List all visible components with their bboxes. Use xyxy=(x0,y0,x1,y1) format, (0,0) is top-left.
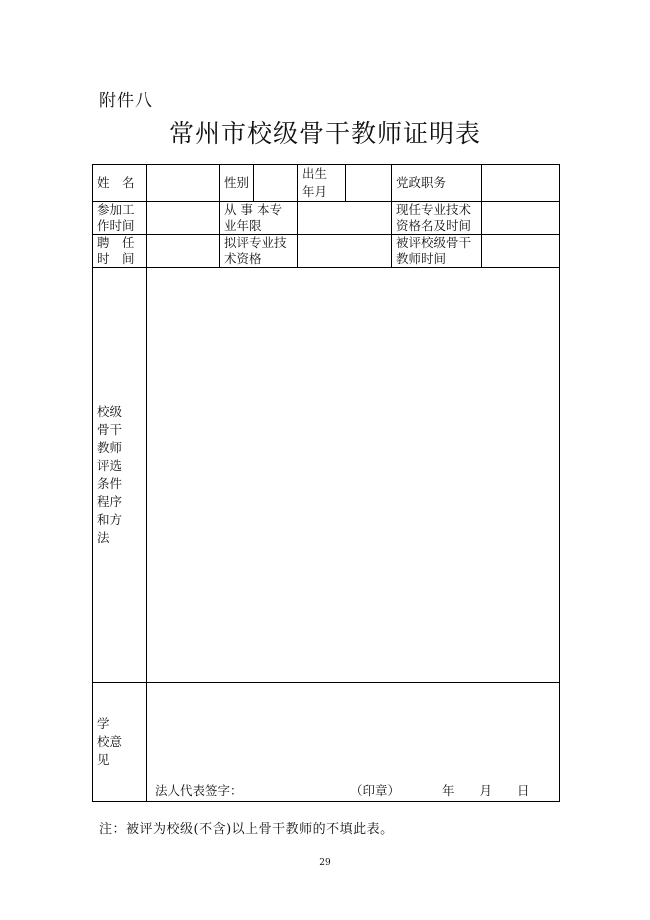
certificate-form-table xyxy=(92,164,560,802)
position-field[interactable] xyxy=(482,165,560,202)
gender-label: 性别 xyxy=(220,165,254,202)
birth-field[interactable] xyxy=(346,165,392,202)
work-start-field[interactable] xyxy=(147,202,220,235)
years-label: 从 事 本专业年限 xyxy=(220,202,298,235)
hire-time-label: 聘 任时 间 xyxy=(93,235,147,268)
footnote: 注：被评为校级(不含)以上骨干教师的不填此表。 xyxy=(99,822,394,837)
current-title-label: 现任专业技术资格名及时间 xyxy=(392,202,482,235)
proposed-title-label: 拟评专业技术资格 xyxy=(220,235,298,268)
work-start-label: 参加工作时间 xyxy=(93,202,147,235)
birth-label: 出生年月 xyxy=(302,166,328,199)
eval-time-field[interactable] xyxy=(482,235,560,268)
date-label: 年 月 日 xyxy=(442,783,530,798)
school-opinion-field[interactable] xyxy=(147,683,560,802)
form-title: 常州市校级骨干教师证明表 xyxy=(168,119,481,148)
page-number: 29 xyxy=(319,858,331,868)
eval-time-label: 被评校级骨干教师时间 xyxy=(392,235,482,268)
seal-label: （印章） xyxy=(350,783,401,798)
position-label: 党政职务 xyxy=(392,165,482,202)
attachment-label: 附件八 xyxy=(99,91,153,111)
criteria-label: 校级骨干教师评选条件程序和方法 xyxy=(97,404,123,545)
school-opinion-label: 学 校意 见 xyxy=(97,716,135,767)
proposed-title-field[interactable] xyxy=(298,235,392,268)
criteria-field[interactable] xyxy=(147,268,560,683)
signature-line xyxy=(155,783,549,799)
years-field[interactable] xyxy=(298,202,392,235)
current-title-field[interactable] xyxy=(482,202,560,235)
legal-rep-signature-label: 法人代表签字： xyxy=(155,783,243,798)
hire-time-field[interactable] xyxy=(147,235,220,268)
name-label: 姓 名 xyxy=(93,165,147,202)
name-field[interactable] xyxy=(147,165,220,202)
gender-field[interactable] xyxy=(254,165,298,202)
